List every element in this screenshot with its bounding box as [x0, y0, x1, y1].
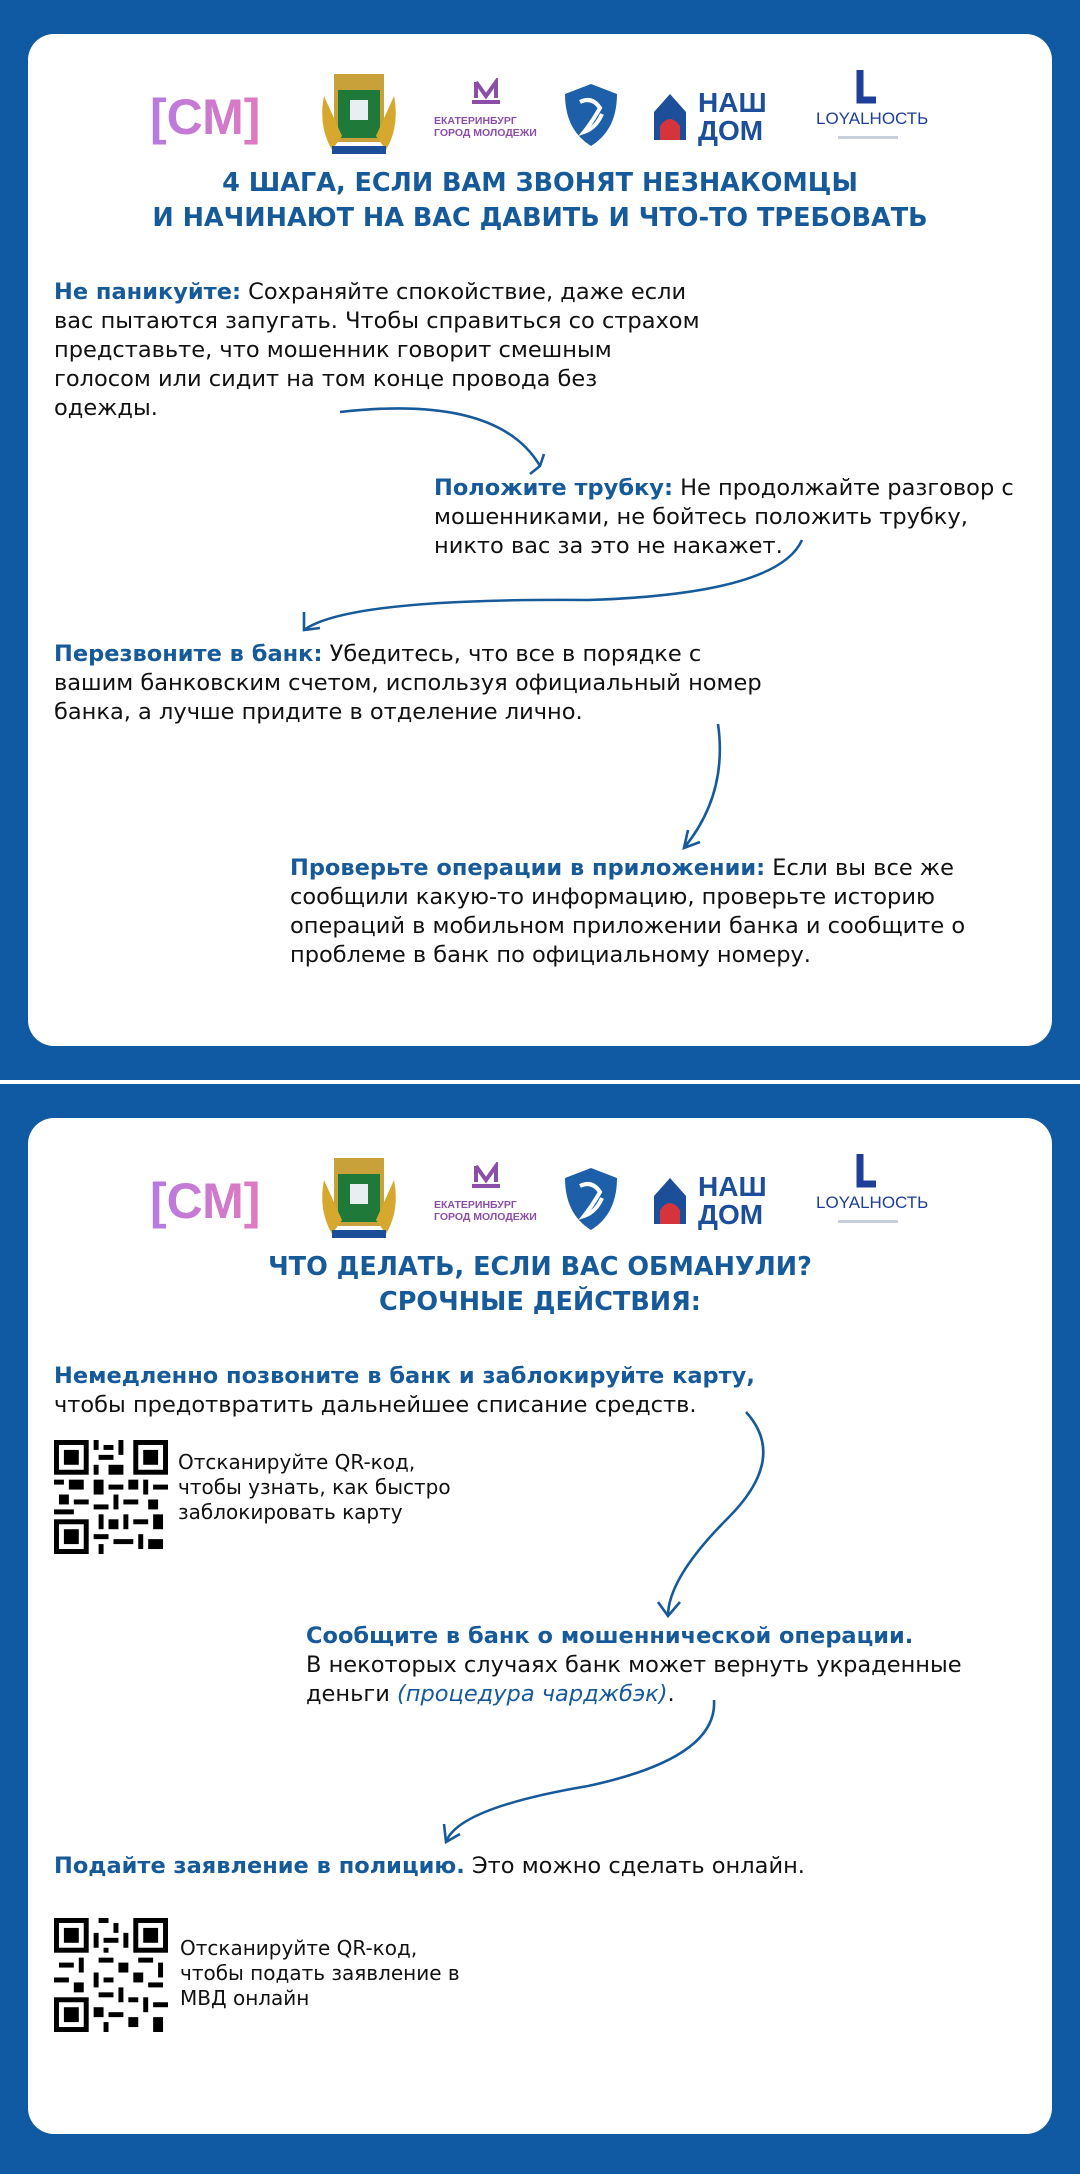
- step-title: Сообщите в банк о мошеннической операции.: [306, 1623, 914, 1649]
- svg-text:[СМ]: [СМ]: [150, 89, 261, 145]
- svg-text:ЕКАТЕРИНБУРГ: ЕКАТЕРИНБУРГ: [434, 1199, 517, 1211]
- svg-text:ГОРОД МОЛОДЕЖИ: ГОРОД МОЛОДЕЖИ: [434, 127, 537, 139]
- svg-text:LOYALНОСТЬ: LOYALНОСТЬ: [816, 1193, 929, 1212]
- card2-title-line2: СРОЧНЫЕ ДЕЙСТВИЯ:: [379, 1287, 701, 1317]
- svg-text:ДОМ: ДОМ: [698, 1199, 764, 1230]
- step-report-to-bank: [306, 1622, 1036, 1709]
- coat-of-arms-icon: [314, 66, 404, 162]
- qr2-caption: Отсканируйте QR-код, чтобы подать заявление в МВД онлайн: [180, 1936, 460, 2010]
- step-text: Не продолжайте разговор с мошенниками, не бойтесь положить трубку, никто вас за это не накажет.: [434, 475, 1014, 559]
- step-call-bank: [54, 640, 764, 727]
- step-hang-up: [434, 474, 1024, 561]
- step-title: Немедленно позвоните в банк и заблокируйте карту,: [54, 1363, 755, 1389]
- shield-icon: [562, 82, 620, 148]
- nash-dom-logo: [650, 1166, 790, 1232]
- qr-code-police-report[interactable]: [54, 1918, 168, 2032]
- svg-text:[СМ]: [СМ]: [150, 1173, 261, 1229]
- svg-text:ДОМ: ДОМ: [698, 115, 764, 146]
- step-title: Проверьте операции в приложении:: [290, 855, 766, 881]
- sm-logo: [150, 86, 284, 146]
- step-police-report: [54, 1852, 954, 1881]
- step-text: В некоторых случаях банк может вернуть украденные деньги: [306, 1652, 962, 1707]
- arrow-1-head-icon: [530, 454, 544, 474]
- svg-text:НАШ: НАШ: [698, 87, 767, 118]
- arrow-4-icon: [668, 1412, 763, 1616]
- arrow-4-head-icon: [658, 1602, 680, 1616]
- arrow-2-head-icon: [304, 612, 320, 630]
- loyalnost-logo: [808, 66, 938, 156]
- step-text: Убедитесь, что все в порядке с вашим банковским счетом, используя официальный номер банка, а лучше придите в отделение лично.: [54, 641, 762, 725]
- arrow-5-icon: [446, 1700, 714, 1842]
- qr-code-block-card[interactable]: [54, 1440, 168, 1554]
- shield-icon: [562, 1166, 620, 1232]
- card-urgent-actions: [28, 1118, 1052, 2134]
- ekaterinburg-youth-logo: [432, 1162, 542, 1232]
- step-text: Это можно сделать онлайн.: [464, 1853, 805, 1879]
- card-four-steps: [28, 34, 1052, 1046]
- partner-logos-row: [28, 48, 1052, 158]
- svg-text:НАШ: НАШ: [698, 1171, 767, 1202]
- section-divider: [0, 1080, 1080, 1084]
- partner-logos-row: [28, 1132, 1052, 1242]
- nash-dom-logo: [650, 82, 790, 148]
- card1-title-line1: 4 ШАГА, ЕСЛИ ВАМ ЗВОНЯТ НЕЗНАКОМЦЫ: [222, 168, 858, 198]
- svg-text:LOYALНОСТЬ: LOYALНОСТЬ: [816, 109, 929, 128]
- step-title: Перезвоните в банк:: [54, 641, 323, 667]
- step-dont-panic: [54, 278, 704, 423]
- step-check-app: [290, 854, 1030, 970]
- arrow-5-head-icon: [444, 1824, 460, 1842]
- svg-text:ГОРОД МОЛОДЕЖИ: ГОРОД МОЛОДЕЖИ: [434, 1211, 537, 1223]
- arrow-3-head-icon: [684, 830, 700, 848]
- qr1-caption: Отсканируйте QR-код, чтобы узнать, как быстро заблокировать карту: [178, 1450, 451, 1524]
- step-text: Если вы все же сообщили какую-то информацию, проверьте историю операций в мобильном приложении банка и сообщите о проблеме в банк по официальному номеру.: [290, 855, 966, 968]
- step-title: Подайте заявление в полицию.: [54, 1853, 465, 1879]
- arrow-3-icon: [684, 724, 720, 848]
- step-title: Не паникуйте:: [54, 279, 241, 305]
- step-text: чтобы предотвратить дальнейшее списание средств.: [54, 1392, 697, 1418]
- sm-logo: [150, 1170, 284, 1230]
- svg-text:ЕКАТЕРИНБУРГ: ЕКАТЕРИНБУРГ: [434, 115, 517, 127]
- step-title: Положите трубку:: [434, 475, 673, 501]
- step-text: Сохраняйте спокойствие, даже если вас пытаются запугать. Чтобы справиться со страхом представьте, что мошенник говорит смешным голосом или сидит на том конце провода без одежды.: [54, 279, 700, 421]
- step-block-card: [54, 1362, 854, 1420]
- loyalnost-logo: [808, 1150, 938, 1240]
- coat-of-arms-icon: [314, 1150, 404, 1246]
- step-text-end: .: [667, 1681, 675, 1707]
- card2-title-line1: ЧТО ДЕЛАТЬ, ЕСЛИ ВАС ОБМАНУЛИ?: [268, 1252, 812, 1282]
- card1-title-line2: И НАЧИНАЮТ НА ВАС ДАВИТЬ И ЧТО-ТО ТРЕБОВАТЬ: [152, 203, 928, 233]
- chargeback-note: (процедура чарджбэк): [396, 1681, 668, 1707]
- ekaterinburg-youth-logo: [432, 78, 542, 148]
